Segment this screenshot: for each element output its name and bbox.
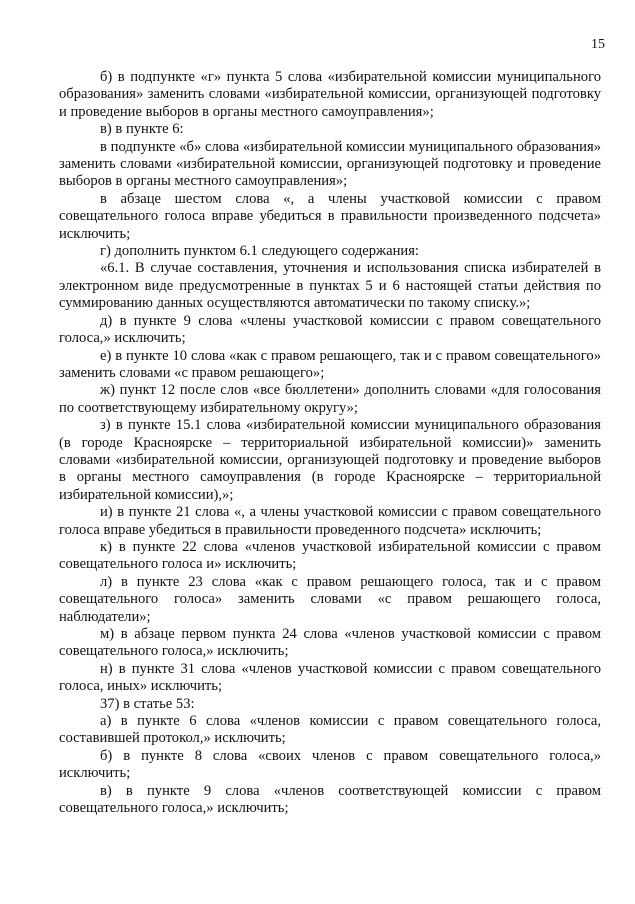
paragraph: е) в пункте 10 слова «как с правом решающего, так и с правом совещательного» заменить словами «с правом решающего»; <box>59 347 601 381</box>
paragraph: б) в пункте 8 слова «своих членов с правом совещательного голоса,» исключить; <box>59 747 601 782</box>
paragraph: н) в пункте 31 слова «членов участковой комиссии с правом совещательного голоса, иных» исключить; <box>59 660 601 695</box>
document-body <box>59 69 601 817</box>
paragraph: ж) пункт 12 после слов «все бюллетени» дополнить словами «для голосования по соответствующему избирательному округу»; <box>59 382 601 416</box>
page-number: 15 <box>591 37 605 52</box>
paragraph: «6.1. В случае составления, уточнения и использования списка избирателей в электронном виде предусмотренные в пунктах 5 и 6 настоящей статьи действия по суммированию данных осуществляются автоматически по такому списку.»; <box>59 260 601 312</box>
paragraph: з) в пункте 15.1 слова «избирательной комиссии муниципального образования (в городе Красноярске – территориальной избирательной комиссии)» заменить словами «избирательной комиссии, организующей подготовку и проведение выборов в органы местного самоуправления (в городе Красноярске – территориальной избирательной комиссии),»; <box>59 417 601 503</box>
paragraph: в) в пункте 9 слова «членов соответствующей комиссии с правом совещательного голоса,» исключить; <box>59 782 601 817</box>
paragraph: в) в пункте 6: <box>100 121 184 138</box>
paragraph: в абзаце шестом слова «, а члены участковой комиссии с правом совещательного голоса вправе убедиться в правильности произведенного подсчета» исключить; <box>59 190 601 242</box>
paragraph: к) в пункте 22 слова «членов участковой избирательной комиссии с правом совещательного голоса и» исключить; <box>59 538 601 573</box>
paragraph: и) в пункте 21 слова «, а члены участковой комиссии с правом совещательного голоса вправе убедиться в правильности проведенного подсчета» исключить; <box>59 504 601 538</box>
paragraph: в подпункте «б» слова «избирательной комиссии муниципального образования» заменить словами «избирательной комиссии, организующей подготовку и проведение выборов в органы местного самоуправления»; <box>59 138 601 190</box>
paragraph: м) в абзаце первом пункта 24 слова «членов участковой комиссии с правом совещательного голоса,» исключить; <box>59 626 601 660</box>
paragraph: б) в подпункте «г» пункта 5 слова «избирательной комиссии муниципального образования» заменить словами «избирательной комиссии, организующей подготовку и проведение выборов в органы местного самоуправления»; <box>59 69 601 120</box>
paragraph: л) в пункте 23 слова «как с правом решающего голоса, так и с правом совещательного голоса» заменить словами «с правом решающего голоса, наблюдатели»; <box>59 573 601 625</box>
paragraph: г) дополнить пунктом 6.1 следующего содержания: <box>100 243 419 260</box>
paragraph: а) в пункте 6 слова «членов комиссии с правом совещательного голоса, составившей протокол,» исключить; <box>59 713 601 747</box>
paragraph: д) в пункте 9 слова «члены участковой комиссии с правом совещательного голоса,» исключить; <box>59 312 601 347</box>
paragraph: 37) в статье 53: <box>100 695 195 712</box>
